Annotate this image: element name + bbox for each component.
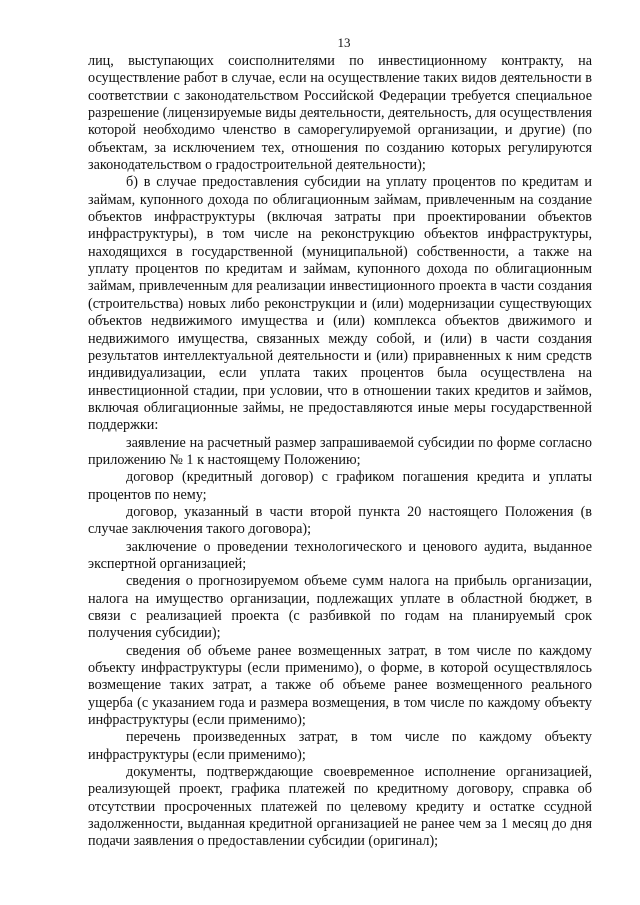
paragraph-costs-list: перечень произведенных затрат, в том числе по каждому объекту инфраструктуры (если применимо); <box>88 729 592 763</box>
paragraph-audit-conclusion: заключение о проведении технологического и ценового аудита, выданное экспертной организацией; <box>88 538 592 572</box>
paragraph-payment-documents: документы, подтверждающие своевременное исполнение организацией, реализующей проект, графика платежей по кредитному договору, справка об отсутствии просроченных платежей по целевому кредиту и остатке ссудной задолженности, выданная кредитной организацией не ранее чем за 1 месяц до дня подачи заявления о предоставлении субсидии (оригинал); <box>88 764 592 850</box>
paragraph-credit-agreement: договор (кредитный договор) с графиком погашения кредита и уплаты процентов по нему; <box>88 469 592 503</box>
paragraph-tax-forecast: сведения о прогнозируемом объеме сумм налога на прибыль организации, налога на имущество организации, подлежащих уплате в областной бюджет, в связи с реализацией проекта (с разбивкой по годам на планируемый срок получения субсидии); <box>88 573 592 642</box>
paragraph-agreement-point-20: договор, указанный в части второй пункта 20 настоящего Положения (в случае заключения такого договора); <box>88 503 592 538</box>
paragraph-continuation: лиц, выступающих соисполнителями по инвестиционному контракту, на осуществление работ в случае, если на осуществление таких видов деятельности в соответствии с законодательством Российской Федерации требуется специальное разрешение (лицензируемые виды деятельности, деятельность, для осуществления которой необходимо членство в саморегулируемой организации, и другие) (по объектам, за исключением тех, отношения по созданию которых регулируются законодательством о градостроительной деятельности); <box>88 53 592 174</box>
page-number: 13 <box>337 35 351 50</box>
paragraph-subsidy-interest: б) в случае предоставления субсидии на уплату процентов по кредитам и займам, купонного дохода по облигационным займам, привлеченным на создание объектов инфраструктуры (включая затраты при проектировании объектов инфраструктуры), в том числе на реконструкцию объектов инфраструктуры, находящихся в государственной (муниципальной) собственности, а также на уплату процентов по кредитам и займам, купонного дохода по облигационным займам, привлеченным для реализации инвестиционного проекта в части создания (строительства) новых либо реконструкции и (или) модернизации существующих объектов недвижимого имущества и (или) комплекса объектов движимого и недвижимого имущества, связанных между собой, и (или) в части создания результатов интеллектуальной деятельности и (или) приравненных к ним средств индивидуализации, если уплата таких процентов была осуществлена на инвестиционной стадии, при условии, что в отношении таких кредитов и займов, включая облигационные займы, не предоставляются иные меры государственной поддержки: <box>88 174 592 434</box>
paragraph-reimbursed-costs: сведения об объеме ранее возмещенных затрат, в том числе по каждому объекту инфраструктуры (если применимо), о форме, в которой осуществлялось возмещение таких затрат, а также об объеме ранее возмещенного реального ущерба (с указанием года и размера возмещения, в том числе по каждому объекту инфраструктуры (если применимо); <box>88 642 592 729</box>
paragraph-application: заявление на расчетный размер запрашиваемой субсидии по форме согласно приложению № 1 к настоящему Положению; <box>88 434 592 468</box>
